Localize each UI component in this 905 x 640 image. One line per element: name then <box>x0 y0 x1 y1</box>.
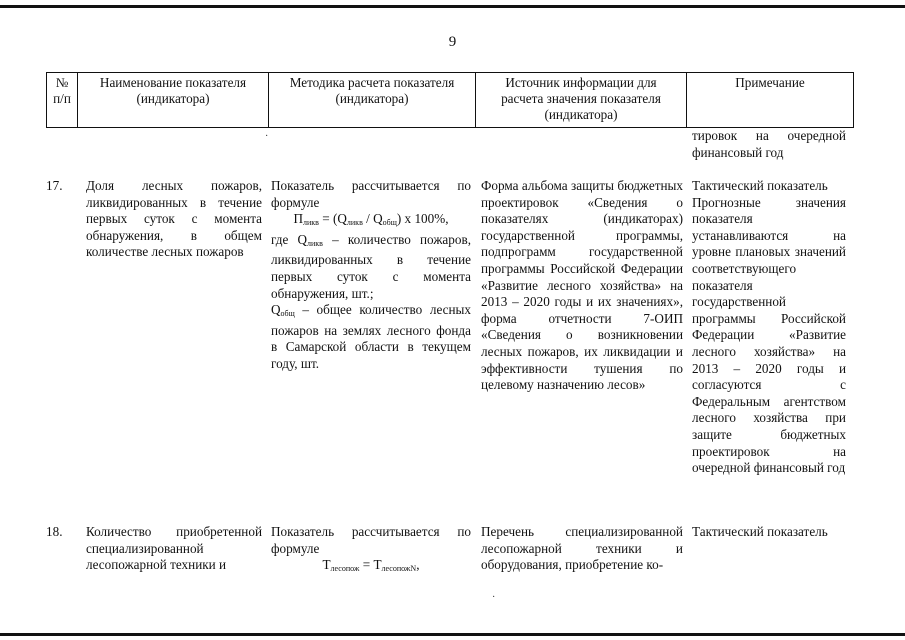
header-source: Источник информации для расчета значения показателя (индикатора) <box>475 73 686 127</box>
row18-formula: $Т_{лесопож} = Т_{лесопожN}$, <box>322 557 420 574</box>
row18-note: Тактический показатель <box>692 524 828 539</box>
header-method: Методика расчета показателя (индикатора) <box>268 73 475 127</box>
row17-formula: $П_{ликв} = (Q_{ликв} / Q_{общ})$ х 100%, <box>293 211 449 228</box>
row17-method <box>271 178 471 373</box>
row18-method-intro: Показатель рассчитывается по формуле <box>271 524 471 556</box>
row17-note <box>692 178 846 477</box>
continuation-note: тировок на очередной финансовый год <box>692 128 846 160</box>
scan-dot: · <box>265 131 269 142</box>
header-name: Наименование показателя (индикатора) <box>77 73 268 127</box>
row17-num: 17. <box>46 178 63 193</box>
row18-num: 18. <box>46 524 63 539</box>
row18-name: Количество приобретенной специализированной лесопожарной техники и <box>86 524 262 573</box>
row17-source: Форма альбома защиты бюджетных проектировок «Сведения о показателях (индикаторах) государственной программы, подпрограмм государственной программы Российской Федерации «Развитие лесного хозяйства» на 2013 – 2020 годы и их значениях», форма отчетности 7-ОИП «Сведения о возникновении лесных пожаров, их ликвидации и эффективности тушения по целевому назначению лесов» <box>481 178 683 393</box>
top-rule <box>0 5 905 8</box>
header-num: № п/п <box>46 73 77 127</box>
row18-source: Перечень специализированной лесопожарной техники и оборудования, приобретение ко- <box>481 524 683 573</box>
row18-method <box>271 524 471 578</box>
row17-name: Доля лесных пожаров, ликвидированных в течение первых суток с момента обнаружения, в общем количестве лесных пожаров <box>86 178 262 260</box>
page-number: 9 <box>448 34 457 50</box>
row17-method-def2: $Q_{общ}$ – общее количество лесных пожаров на землях лесного фонда в Самарской области в текущем году, шт. <box>271 302 471 371</box>
scan-dot: · <box>492 592 496 603</box>
table-header <box>46 72 854 128</box>
row17-method-def1: где $Q_{ликв}$ – количество пожаров, ликвидированных в течение первых суток с момента обнаружения, шт.; <box>271 231 471 301</box>
bottom-rule <box>0 633 905 636</box>
row17-method-intro: Показатель рассчитывается по формуле <box>271 178 471 210</box>
row17-note-text: Прогнозные значения показателя устанавливаются на уровне плановых значений соответствующего показателя государственной программы Российской Федерации «Развитие лесного хозяйства» на 2013 – 2020 годы и согласуются с Федеральным агентством лесного хозяйства при защите бюджетных проектировок на очередной финансовый год <box>692 194 846 476</box>
header-row <box>46 73 854 128</box>
header-note: Примечание <box>686 73 854 127</box>
row17-note-type: Тактический показатель <box>692 178 828 193</box>
